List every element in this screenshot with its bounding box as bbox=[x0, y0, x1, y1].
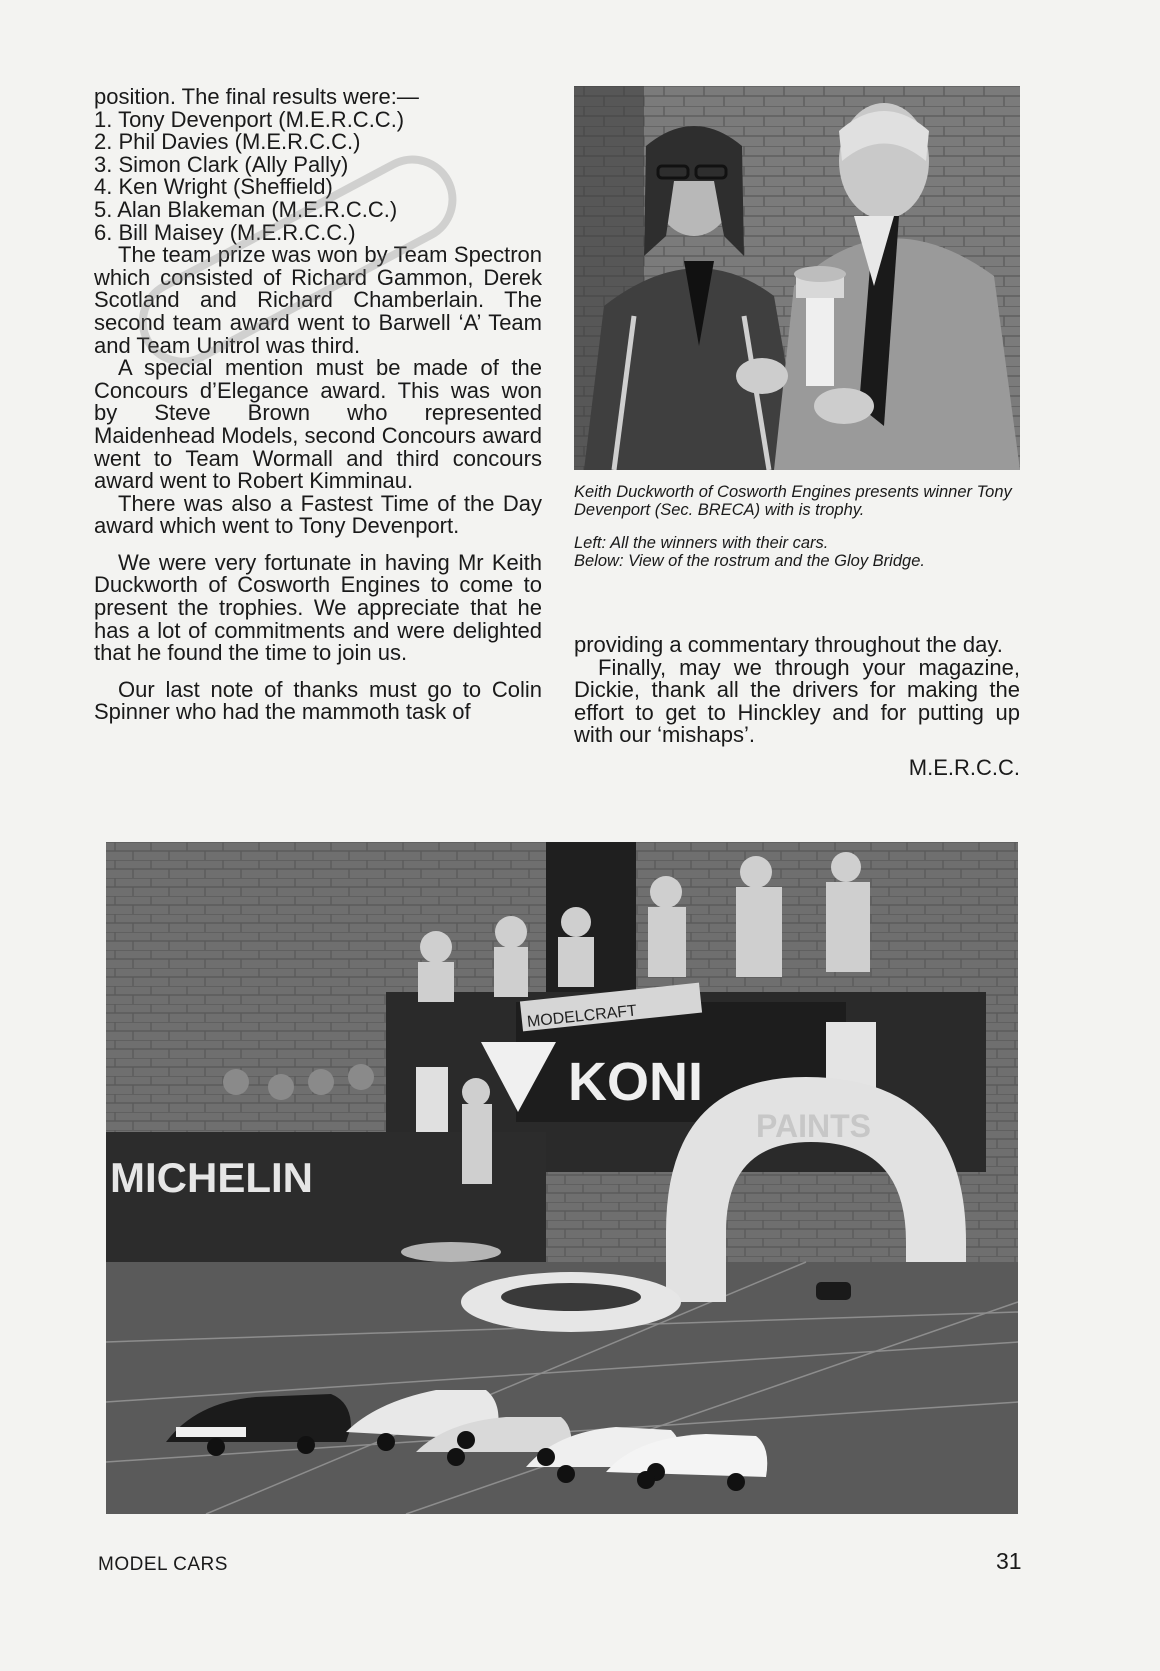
result-item: 1. Tony Devenport (M.E.R.C.C.) bbox=[94, 106, 405, 132]
result-item: 4. Ken Wright (Sheffield) bbox=[94, 174, 333, 200]
rostrum-photo bbox=[106, 842, 1018, 1514]
results-list bbox=[94, 106, 542, 245]
rostrum-photo-illustration bbox=[106, 842, 1018, 1514]
result-item: 3. Simon Clark (Ally Pally) bbox=[94, 151, 349, 177]
bridge-text: PAINTS bbox=[756, 1108, 871, 1144]
signoff: M.E.R.C.C. bbox=[908, 754, 1020, 780]
paragraph-thanks: Our last note of thanks must go to Colin Spinner who had the mammoth task of bbox=[94, 676, 542, 725]
results-intro: position. The final results were:— bbox=[94, 84, 419, 109]
photo-caption-main: Keith Duckworth of Cosworth Engines presents winner Tony Devenport (Sec. BRECA) with is trophy. bbox=[574, 483, 1012, 519]
right-column bbox=[574, 86, 1020, 780]
left-column bbox=[94, 86, 542, 724]
right-column-text bbox=[574, 634, 1020, 780]
paragraph-concours: A special mention must be made of the Concours d’Elegance award. This was won by Steve Brown who represented Maidenhead Models, second Concours award went to Team Wormall and third concours award went to Robert Kimminau. bbox=[94, 355, 542, 494]
page-number: 31 bbox=[996, 1548, 1022, 1574]
banner-koni: KONI bbox=[568, 1052, 703, 1112]
result-item: 6. Bill Maisey (M.E.R.C.C.) bbox=[94, 219, 356, 245]
footer-magazine-name: MODEL CARS bbox=[98, 1554, 228, 1575]
photo-caption-left: Left: All the winners with their cars. bbox=[574, 534, 829, 552]
paragraph-team-prize: The team prize was won by Team Spectron which consisted of Richard Gammon, Derek Scotland and Richard Chamberlain. The second team award went to Barwell ‘A’ Team and Team Unitrol was third. bbox=[94, 242, 542, 358]
trophy-presentation-photo bbox=[574, 86, 1020, 470]
banner-modelcraft: MODELCRAFT bbox=[526, 1002, 638, 1031]
result-item: 5. Alan Blakeman (M.E.R.C.C.) bbox=[94, 196, 398, 222]
trophy-photo-illustration bbox=[574, 86, 1020, 470]
photo-caption-below: Below: View of the rostrum and the Gloy Bridge. bbox=[574, 551, 925, 570]
paragraph-commentary: providing a commentary throughout the day. bbox=[574, 632, 1003, 657]
paragraph-fastest-time: There was also a Fastest Time of the Day award which went to Tony Devenport. bbox=[94, 490, 542, 539]
paragraph-duckworth: We were very fortunate in having Mr Keith Duckworth of Cosworth Engines to come to present the trophies. We appreciate that he has a lot of commitments and were delighted that he found the time to join us. bbox=[94, 549, 542, 666]
result-item: 2. Phil Davies (M.E.R.C.C.) bbox=[94, 129, 361, 155]
paragraph-finally: Finally, may we through your magazine, Dickie, thank all the drivers for making the effort to get to Hinckley and for putting up with our ‘mishaps’. bbox=[574, 654, 1020, 748]
banner-michelin: MICHELIN bbox=[110, 1154, 313, 1201]
